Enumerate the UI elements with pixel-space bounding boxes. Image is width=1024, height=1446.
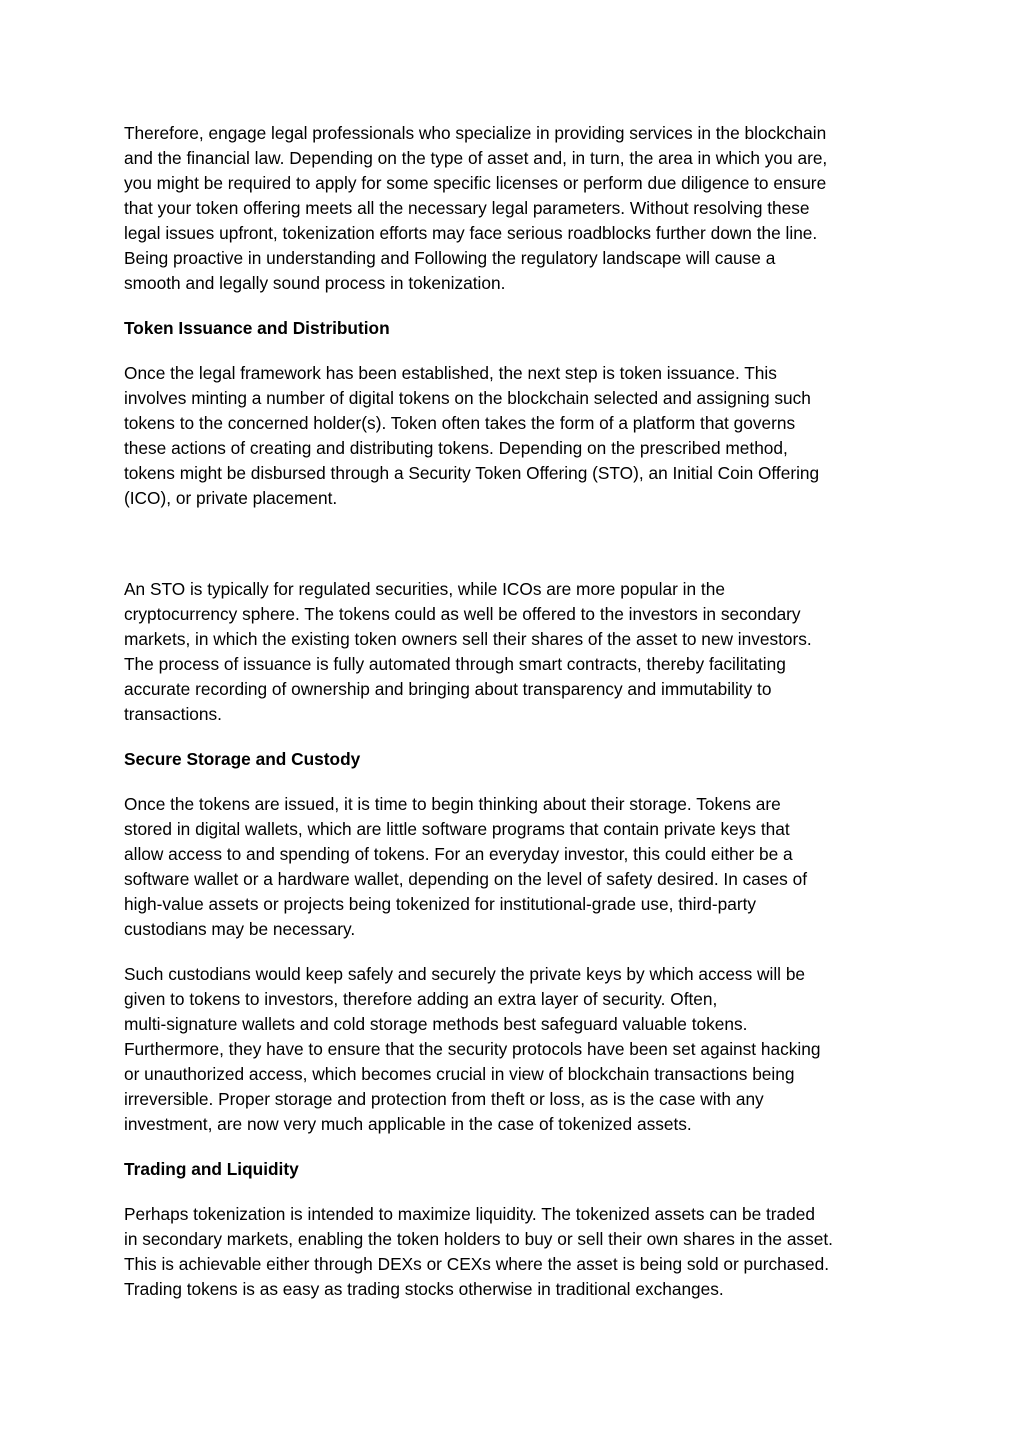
paragraph-token-issuance: Once the legal framework has been established, the next step is token issuance. This involves minting a number of digital tokens on the blockchain selected and assigning such tokens to the concerned holder(s). Token often takes the form of a platform that governs these actions of creating and distributing tokens. Depending on the prescribed method, tokens might be disbursed through a Security Token Offering (STO), an Initial Coin Offering (ICO), or private placement. (124, 363, 820, 508)
paragraph-trading: Perhaps tokenization is intended to maximize liquidity. The tokenized assets can be traded in secondary markets, enabling the token holders to buy or sell their own shares in the asset. This is achievable either through DEXs or CEXs where the asset is being sold or purchased. Trading tokens is as easy as trading stocks otherwise in traditional exchanges. (124, 1204, 833, 1299)
paragraph-sto-ico: An STO is typically for regulated securities, while ICOs are more popular in the cryptocurrency sphere. The tokens could as well be offered to the investors in secondary markets, in which the existing token owners sell their shares of the asset to new investors. The process of issuance is fully automated through smart contracts, thereby facilitating accurate recording of ownership and bringing about transparency and immutability to transactions. (124, 579, 812, 724)
paragraph-custodians: Such custodians would keep safely and securely the private keys by which access will be given to tokens to investors, therefore adding an extra layer of security. Often, multi-signature wallets and cold storage methods best safeguard valuable tokens. Furthermore, they have to ensure that the security protocols have been set against hacking or unauthorized access, which becomes crucial in view of blockchain transactions being irreversible. Proper storage and protection from theft or loss, as is the case with any investment, are now very much applicable in the case of tokenized assets. (124, 964, 821, 1134)
heading-secure-storage: Secure Storage and Custody (124, 749, 361, 769)
paragraph-storage: Once the tokens are issued, it is time to begin thinking about their storage. Tokens are stored in digital wallets, which are little software programs that contain private keys that allow access to and spending of tokens. For an everyday investor, this could either be a software wallet or a hardware wallet, depending on the level of safety desired. In cases of high-value assets or projects being tokenized for institutional-grade use, third-party custodians may be necessary. (124, 794, 807, 939)
document-page (124, 121, 914, 1302)
heading-trading-liquidity: Trading and Liquidity (124, 1159, 299, 1179)
paragraph-legal-professionals: Therefore, engage legal professionals who specialize in providing services in the blockchain and the financial law. Depending on the type of asset and, in turn, the area in which you are, you might be required to apply for some specific licenses or perform due diligence to ensure that your token offering meets all the necessary legal parameters. Without resolving these legal issues upfront, tokenization efforts may face serious roadblocks further down the line. Being proactive in understanding and Following the regulatory landscape will cause a smooth and legally sound process in tokenization. (124, 123, 828, 293)
heading-token-issuance: Token Issuance and Distribution (124, 318, 390, 338)
